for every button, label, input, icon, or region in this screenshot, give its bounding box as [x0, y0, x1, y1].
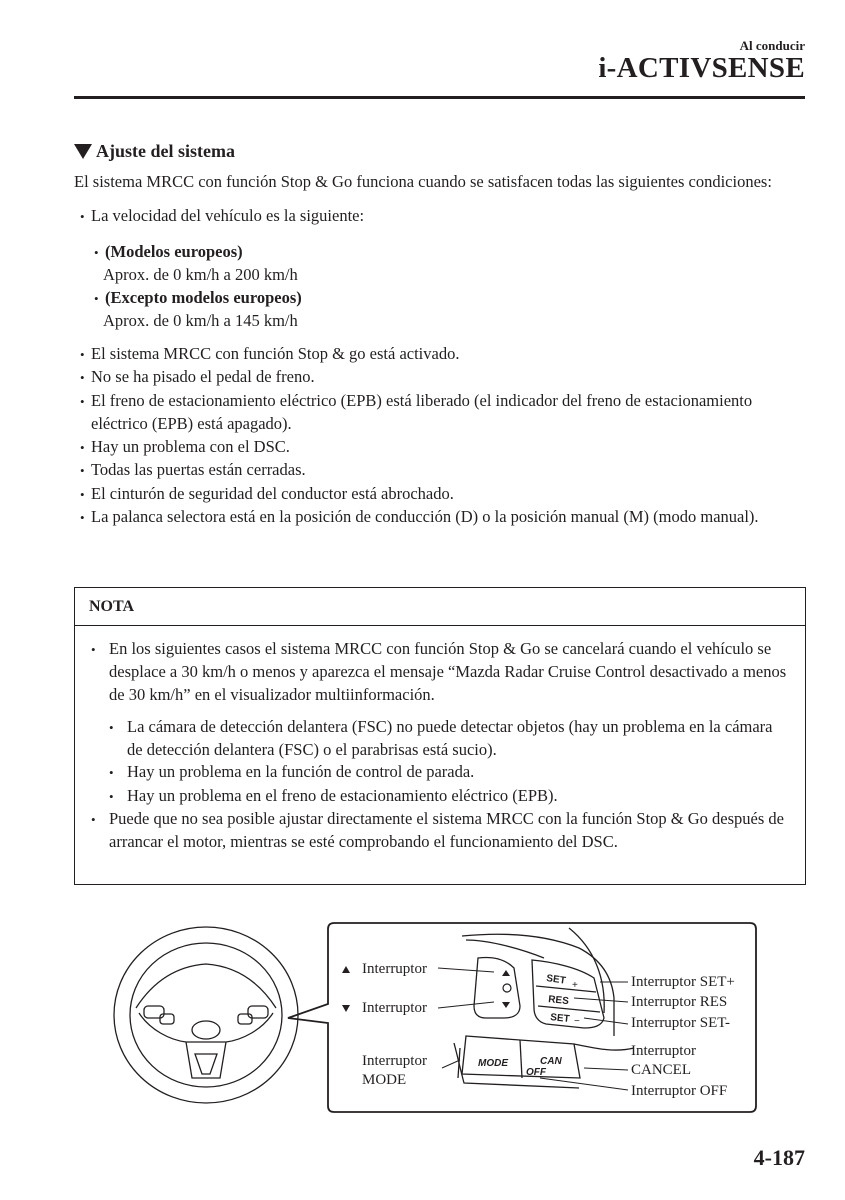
nota-subitem: • Hay un problema en la función de control de parada.: [109, 761, 791, 784]
button-minus-sign: −: [574, 1016, 580, 1027]
nota-subitem: • La cámara de detección delantera (FSC) no puede detectar objetos (hay un problema en la cámara de detección delantera (FSC) o el parabrisas está sucio).: [109, 716, 791, 762]
model-range: Aprox. de 0 km/h a 145 km/h: [103, 311, 298, 330]
button-off: OFF: [526, 1067, 546, 1078]
nota-item: • Puede que no sea posible ajustar directamente el sistema MRCC con la función Stop & Go después de arrancar el motor, mientras se esté comprobando el funcionamiento del DSC.: [91, 808, 791, 854]
nota-body: [75, 626, 805, 854]
model-name: • (Excepto modelos europeos): [88, 287, 806, 311]
label-cancel: Interruptor CANCEL: [631, 1043, 696, 1078]
section-title-text: Ajuste del sistema: [96, 141, 235, 161]
header-rule: [74, 96, 805, 99]
nota-item: • En los siguientes casos el sistema MRCC con función Stop & Go se cancelará cuando el vehículo se desplace a 30 km/h o menos y aparezca el mensaje “Mazda Radar Cruise Control desactivado a menos de 30 km/h” en el visualizador multiinformación.: [91, 638, 791, 706]
list-item: • No se ha pisado el pedal de freno.: [74, 366, 806, 390]
label-set-minus: Interruptor SET-: [631, 1015, 731, 1031]
models-list: [88, 241, 806, 333]
nota-box: [74, 587, 806, 885]
conditions-list-2: [74, 343, 806, 530]
model-name: • (Modelos europeos): [88, 241, 806, 265]
speed-item: • La velocidad del vehículo es la siguiente:: [74, 205, 806, 229]
button-set-minus: SET: [549, 1012, 571, 1026]
label-down-switch: Interruptor: [362, 1000, 427, 1016]
button-plus-sign: +: [572, 980, 578, 991]
button-mode: MODE: [478, 1058, 508, 1069]
arrow-up-icon: [342, 966, 350, 973]
label-res: Interruptor RES: [631, 994, 728, 1010]
nota-subitem: • Hay un problema en el freno de estacionamiento eléctrico (EPB).: [109, 785, 791, 808]
list-item: • La palanca selectora está en la posición de conducción (D) o la posición manual (M) (modo manual).: [74, 506, 806, 530]
list-item: • Todas las puertas están cerradas.: [74, 459, 806, 483]
button-set-plus: SET: [545, 973, 567, 987]
nota-label: NOTA: [75, 588, 805, 626]
switch-arrows: [502, 970, 511, 1008]
conditions-list: [74, 205, 806, 229]
steering-switch-figure: [74, 918, 764, 1123]
list-item: • El sistema MRCC con función Stop & go está activado.: [74, 343, 806, 367]
triangle-down-icon: [74, 144, 92, 159]
steering-wheel-icon: [114, 927, 298, 1103]
section-title: [74, 140, 806, 163]
label-mode-switch: Interruptor MODE: [362, 1053, 427, 1088]
label-up-switch: Interruptor: [362, 961, 427, 977]
label-off: Interruptor OFF: [631, 1083, 728, 1099]
label-set-plus: Interruptor SET+: [631, 974, 735, 990]
list-item: • El cinturón de seguridad del conductor está abrochado.: [74, 483, 806, 507]
main-content: [74, 140, 806, 530]
list-item: • El freno de estacionamiento eléctrico (EPB) está liberado (el indicador del freno de estacionamiento eléctrico (EPB) está apagado).: [74, 390, 806, 436]
button-res: RES: [547, 994, 570, 1008]
intro-paragraph: El sistema MRCC con función Stop & Go funciona cuando se satisfacen todas las siguientes condiciones:: [74, 171, 772, 191]
button-can: CAN: [540, 1056, 562, 1067]
header-section: Al conducir: [739, 38, 805, 53]
list-item: • Hay un problema con el DSC.: [74, 436, 806, 460]
arrow-down-icon: [342, 1005, 350, 1012]
header-title: i-ACTIVSENSE: [598, 52, 805, 84]
model-range: Aprox. de 0 km/h a 200 km/h: [103, 265, 298, 284]
page-number: 4-187: [753, 1145, 805, 1170]
